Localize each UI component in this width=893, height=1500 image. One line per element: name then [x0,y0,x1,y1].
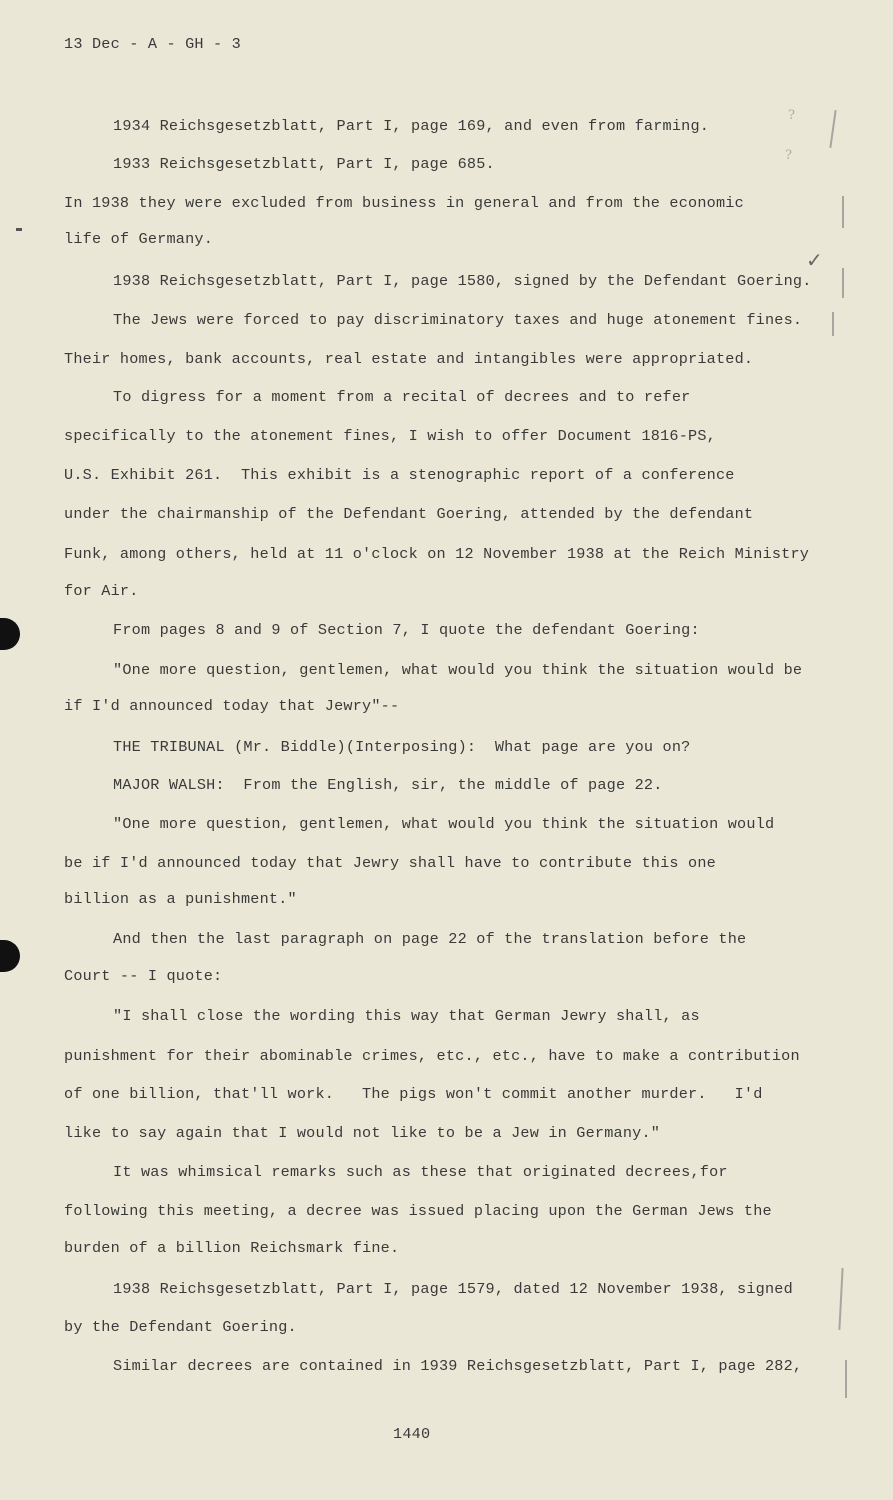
text-line: 1933 Reichsgesetzblatt, Part I, page 685. [113,155,495,173]
text-line: Their homes, bank accounts, real estate and intangibles were appropriated. [64,350,754,368]
margin-dash-mark [16,228,22,231]
text-line: by the Defendant Goering. [64,1318,297,1336]
text-line: From pages 8 and 9 of Section 7, I quote the defendant Goering: [113,621,700,639]
text-line: burden of a billion Reichsmark fine. [64,1239,400,1257]
text-line: for Air. [64,582,139,600]
text-line: MAJOR WALSH: From the English, sir, the middle of page 22. [113,776,663,794]
page-number: 1440 [393,1425,431,1443]
text-line: In 1938 they were excluded from business in general and from the economic [64,194,744,212]
text-line: under the chairmanship of the Defendant Goering, attended by the defendant [64,505,754,523]
text-line: Similar decrees are contained in 1939 Reichsgesetzblatt, Part I, page 282, [113,1357,803,1375]
text-line: Court -- I quote: [64,967,223,985]
text-line: 1934 Reichsgesetzblatt, Part I, page 169, and even from farming. [113,117,710,135]
text-line: U.S. Exhibit 261. This exhibit is a stenographic report of a conference [64,466,735,484]
margin-mark-line [842,196,844,228]
text-line: To digress for a moment from a recital of decrees and to refer [113,388,691,406]
text-line: "One more question, gentlemen, what would you think the situation would be [113,661,803,679]
text-line: It was whimsical remarks such as these that originated decrees,for [113,1163,728,1181]
question-mark: ? [785,148,792,163]
text-line: if I'd announced today that Jewry"-- [64,697,400,715]
check-mark: ✓ [806,248,823,272]
punch-hole [0,618,20,650]
text-line: billion as a punishment." [64,890,297,908]
page-header-ref: 13 Dec - A - GH - 3 [64,35,241,53]
text-line: following this meeting, a decree was issued placing upon the German Jews the [64,1202,772,1220]
text-line: 1938 Reichsgesetzblatt, Part I, page 1579, dated 12 November 1938, signed [113,1280,793,1298]
text-line: of one billion, that'll work. The pigs won't commit another murder. I'd [64,1085,763,1103]
text-line: THE TRIBUNAL (Mr. Biddle)(Interposing): What page are you on? [113,738,691,756]
margin-mark-line [829,110,836,148]
text-line: 1938 Reichsgesetzblatt, Part I, page 1580, signed by the Defendant Goering. [113,272,812,290]
text-line: Funk, among others, held at 11 o'clock on 12 November 1938 at the Reich Ministry [64,545,810,563]
text-line: "I shall close the wording this way that German Jewry shall, as [113,1007,700,1025]
margin-mark-line [845,1360,847,1398]
text-line: life of Germany. [64,230,214,248]
question-mark: ? [788,108,795,123]
text-line: specifically to the atonement fines, I wish to offer Document 1816-PS, [64,427,716,445]
margin-mark-line [832,312,834,336]
punch-hole [0,940,20,972]
text-line: be if I'd announced today that Jewry shall have to contribute this one [64,854,716,872]
text-line: like to say again that I would not like to be a Jew in Germany." [64,1124,661,1142]
margin-mark-line [842,268,844,298]
margin-mark-line [838,1268,843,1330]
text-line: The Jews were forced to pay discriminatory taxes and huge atonement fines. [113,311,803,329]
text-line: "One more question, gentlemen, what would you think the situation would [113,815,775,833]
text-line: punishment for their abominable crimes, etc., etc., have to make a contribution [64,1047,800,1065]
text-line: And then the last paragraph on page 22 of the translation before the [113,930,747,948]
